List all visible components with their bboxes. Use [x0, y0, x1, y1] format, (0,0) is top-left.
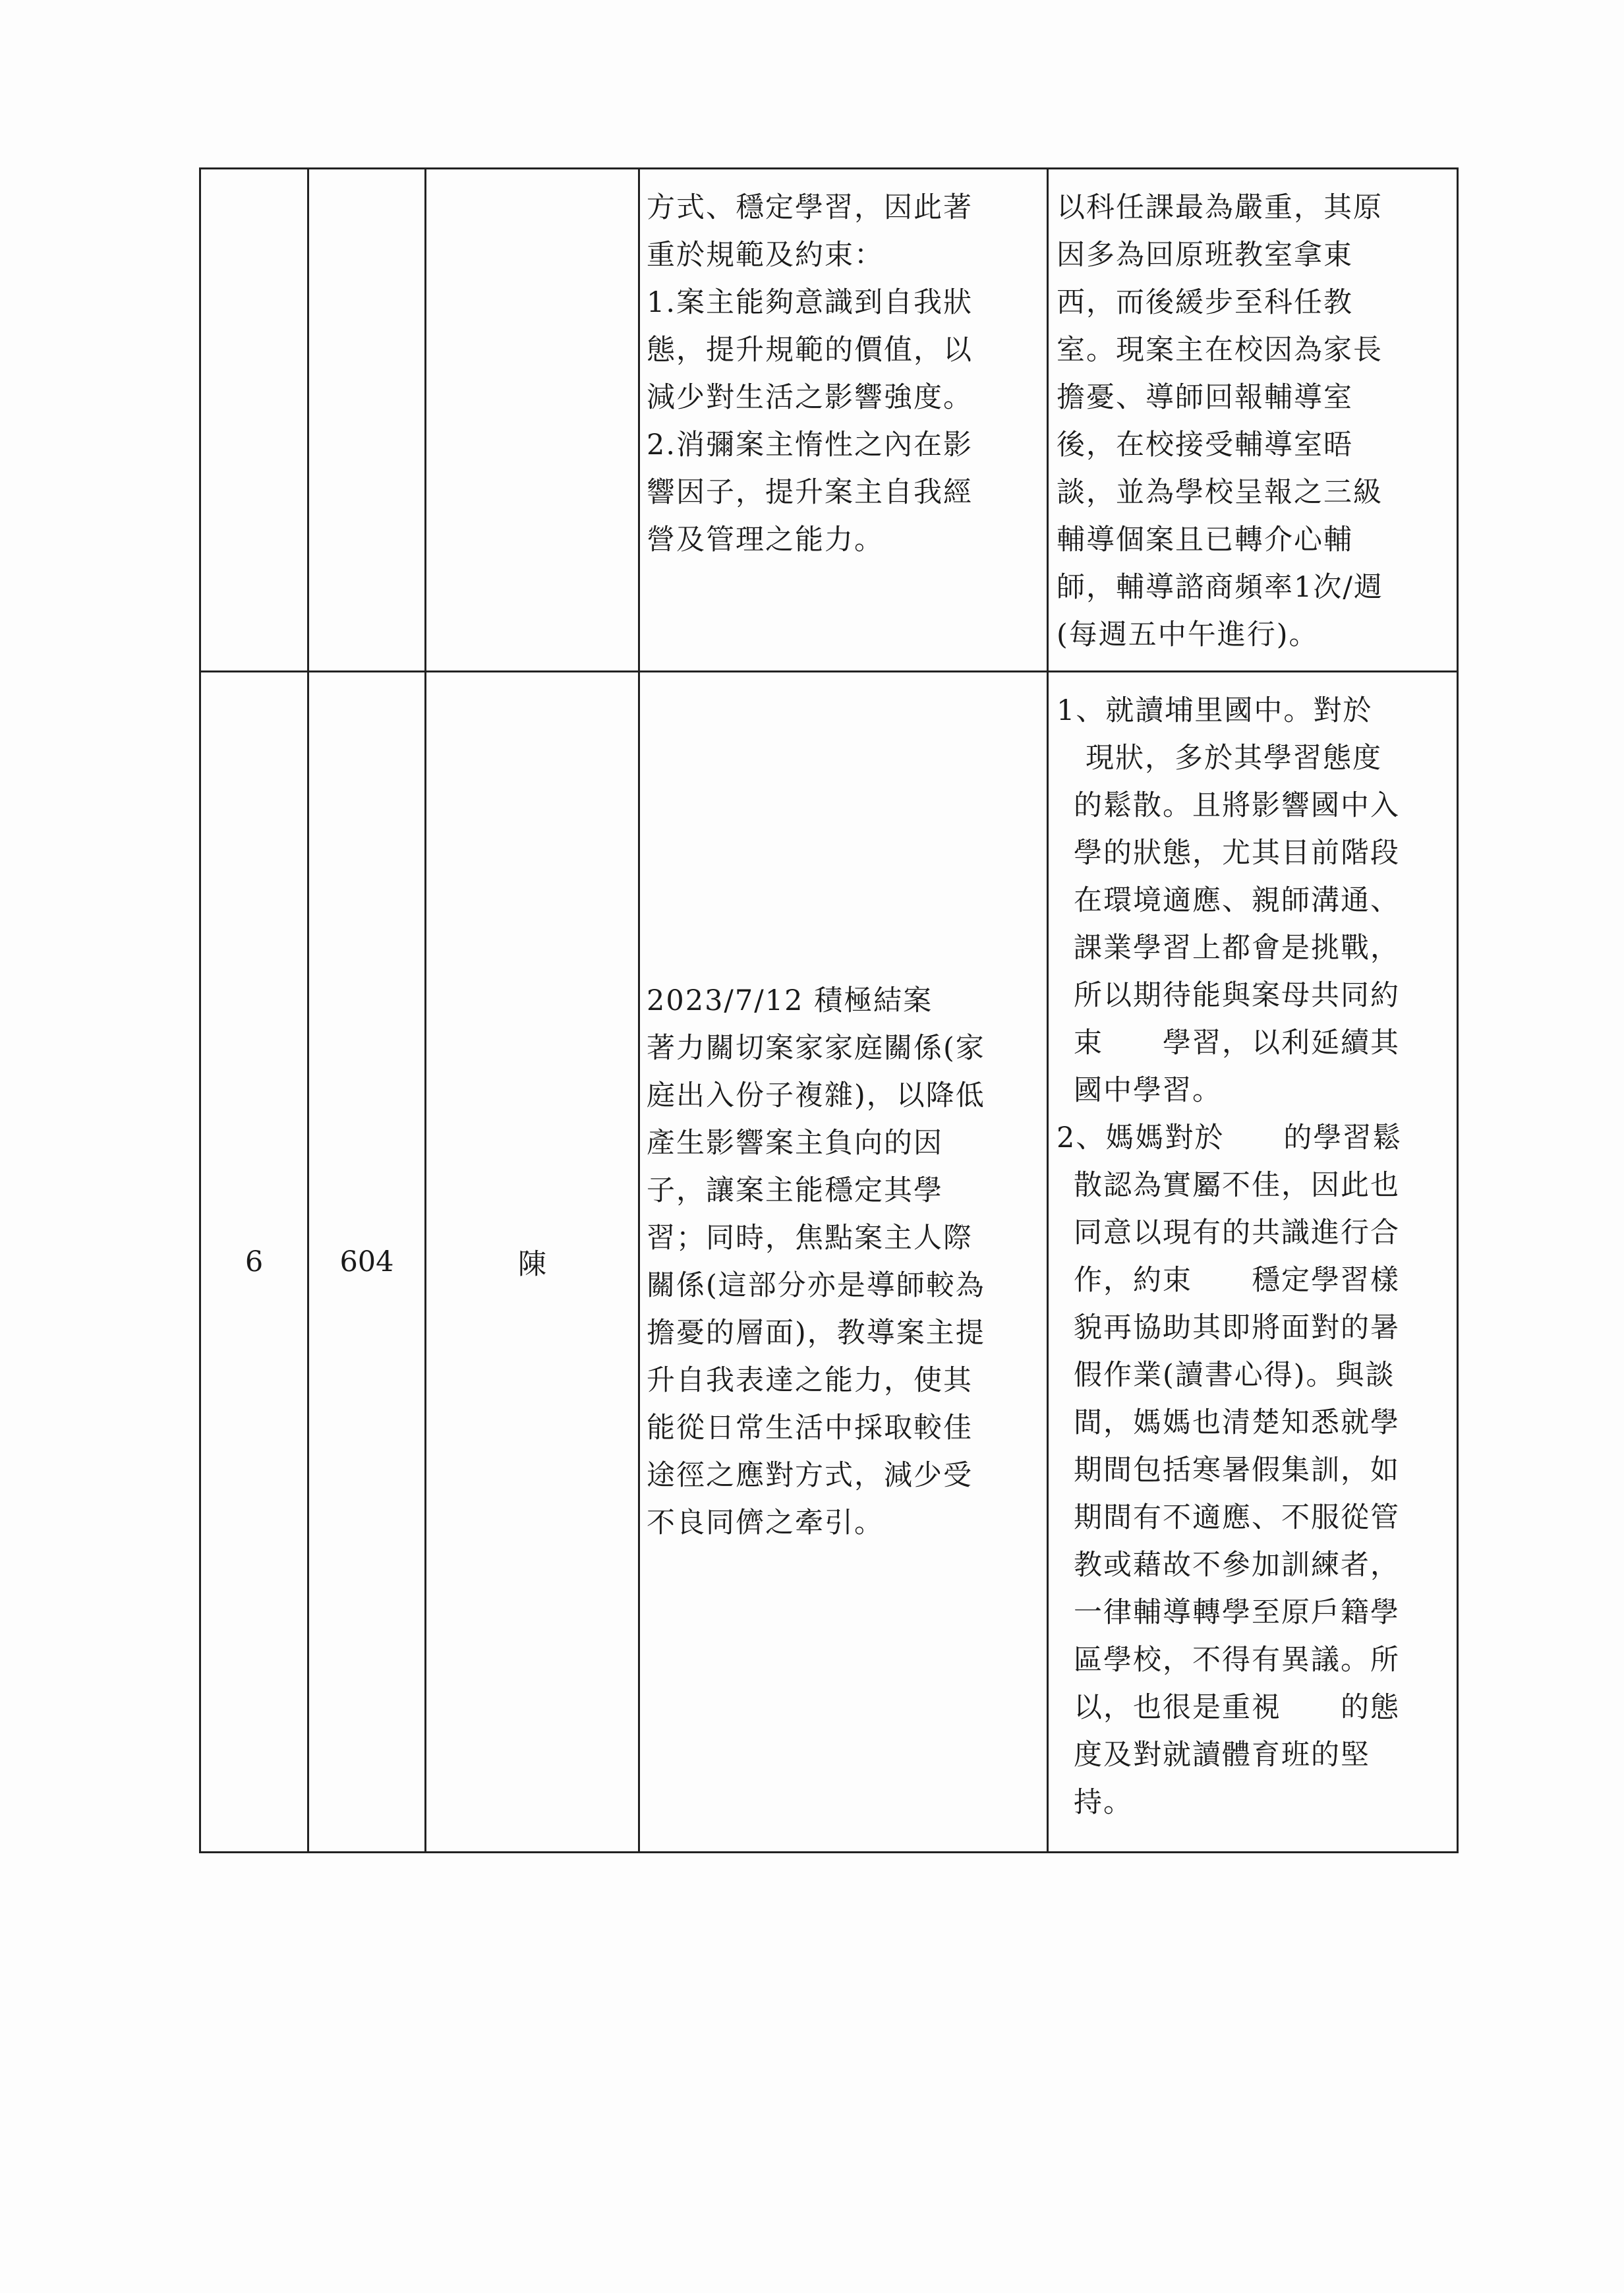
status-line: 以，也很是重視 的態 — [1074, 1691, 1400, 1724]
status-line: 在環境適應、親師溝通、 — [1074, 884, 1400, 917]
status-line: (每週五中午進行)。 — [1057, 618, 1319, 651]
status-line: 談，並為學校呈報之三級 — [1057, 476, 1383, 509]
status-line: 所以期待能與案母共同約 — [1074, 979, 1400, 1012]
cell-status-notes — [1048, 169, 1458, 672]
cell-counseling-plan — [639, 169, 1048, 672]
status-line: 師，輔導諮商頻率1次/週 — [1057, 571, 1383, 604]
plan-line: 1.案主能夠意識到自我狀 — [647, 286, 973, 319]
status-line: 擔憂、導師回報輔導室 — [1057, 381, 1353, 414]
status-line: 度及對就讀體育班的堅 — [1074, 1739, 1370, 1772]
status-line: 2、媽媽對於 的學習鬆 — [1057, 1121, 1403, 1154]
status-line: 1、就讀埔里國中。對於 — [1057, 694, 1373, 727]
status-line: 因多為回原班教室拿東 — [1057, 239, 1353, 272]
status-line: 學的狀態，尤其目前階段 — [1074, 837, 1400, 870]
status-line: 現狀，多於其學習態度 — [1086, 742, 1382, 775]
cell-counseling-plan — [639, 672, 1048, 1853]
status-line: 散認為實屬不佳，因此也 — [1074, 1169, 1400, 1202]
plan-line: 減少對生活之影響強度。 — [647, 381, 973, 414]
plan-line: 方式、穩定學習，因此著 — [647, 191, 973, 224]
status-line: 的鬆散。且將影響國中入 — [1074, 789, 1400, 822]
status-line: 束 學習，以利延續其 — [1074, 1027, 1400, 1059]
status-line: 室。現案主在校因為家長 — [1057, 334, 1383, 367]
plan-line: 升自我表達之能力，使其 — [647, 1364, 973, 1397]
plan-line: 著力關切案家家庭關係(家 — [647, 1032, 985, 1065]
case-record-table — [199, 167, 1459, 1853]
plan-line: 庭出入份子複雜)，以降低 — [647, 1079, 985, 1112]
plan-line: 2.消彌案主惰性之內在影 — [647, 429, 973, 462]
plan-line: 營及管理之能力。 — [647, 523, 884, 556]
plan-line: 響因子，提升案主自我經 — [647, 476, 973, 509]
status-line: 間，媽媽也清楚知悉就學 — [1074, 1406, 1400, 1439]
status-line: 作，約束 穩定學習樣 — [1074, 1264, 1400, 1297]
status-line: 貌再協助其即將面對的暑 — [1074, 1311, 1400, 1344]
status-line: 假作業(讀書心得)。與談 — [1074, 1359, 1395, 1392]
plan-line: 擔憂的層面)，教導案主提 — [647, 1317, 985, 1350]
plan-line: 態，提升規範的價值，以 — [647, 334, 973, 367]
plan-line: 關係(這部分亦是導師較為 — [647, 1269, 985, 1302]
cell-name: 陳 — [426, 672, 639, 1853]
cell-number — [200, 169, 308, 672]
status-line: 國中學習。 — [1074, 1074, 1222, 1107]
plan-line: 重於規範及約束： — [647, 239, 884, 272]
plan-line: 途徑之應對方式，減少受 — [647, 1459, 973, 1492]
table-row — [200, 169, 1458, 672]
plan-line: 不良同儕之牽引。 — [647, 1506, 884, 1539]
plan-line: 2023/7/12 積極結案 — [647, 984, 933, 1017]
cell-class — [308, 169, 426, 672]
plan-line: 子，讓案主能穩定其學 — [647, 1174, 943, 1207]
cell-class: 604 — [308, 672, 426, 1853]
status-line: 課業學習上都會是挑戰， — [1074, 932, 1400, 965]
status-line: 期間包括寒暑假集訓，如 — [1074, 1454, 1400, 1487]
table-row — [200, 672, 1458, 1853]
status-line: 西，而後緩步至科任教 — [1057, 286, 1353, 319]
status-line: 一律輔導轉學至原戶籍學 — [1074, 1596, 1400, 1629]
status-line: 期間有不適應、不服從管 — [1074, 1501, 1400, 1534]
status-line: 同意以現有的共識進行合 — [1074, 1216, 1400, 1249]
cell-number: 6 — [200, 672, 308, 1853]
cell-status-notes — [1048, 672, 1458, 1853]
plan-line: 產生影響案主負向的因 — [647, 1127, 943, 1160]
status-line: 持。 — [1074, 1786, 1133, 1819]
status-line: 輔導個案且已轉介心輔 — [1057, 523, 1353, 556]
status-line: 後，在校接受輔導室晤 — [1057, 429, 1353, 462]
cell-name — [426, 169, 639, 672]
status-line: 教或藉故不參加訓練者， — [1074, 1549, 1400, 1582]
plan-line: 能從日常生活中採取較佳 — [647, 1412, 973, 1444]
plan-line: 習；同時，焦點案主人際 — [647, 1222, 973, 1255]
status-line: 以科任課最為嚴重，其原 — [1057, 191, 1383, 224]
status-line: 區學校，不得有異議。所 — [1074, 1644, 1400, 1677]
